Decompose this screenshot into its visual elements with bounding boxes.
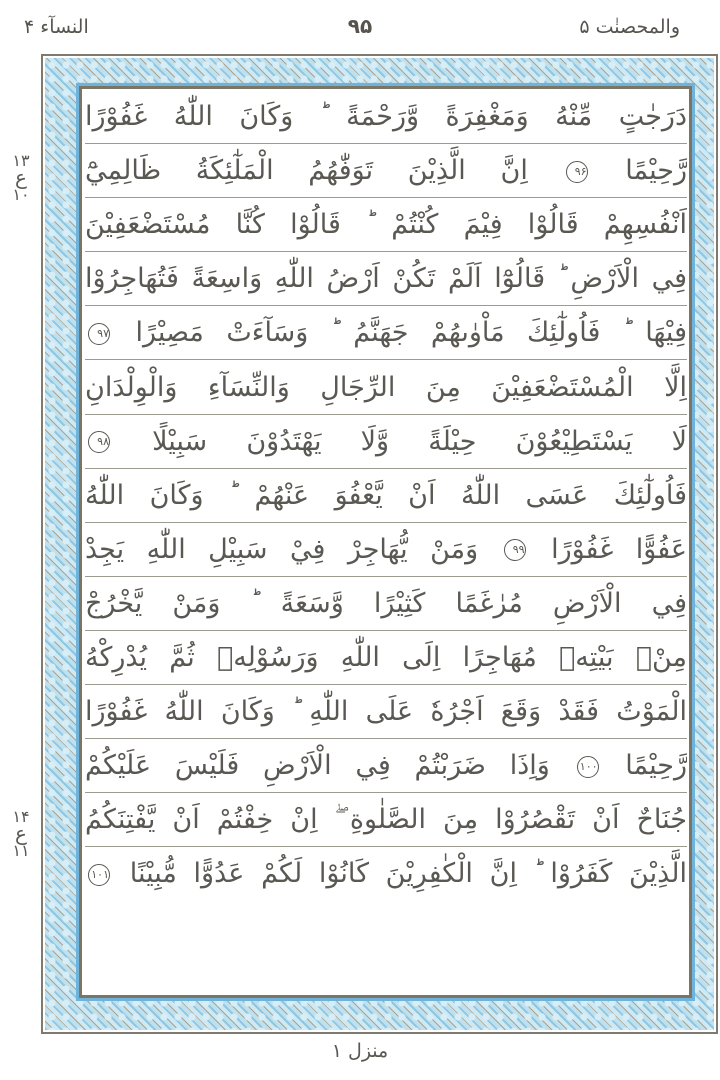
- verse-line: [85, 847, 687, 900]
- ruku-marker-top: [8, 152, 34, 203]
- verse-line: [85, 90, 687, 144]
- verse-line: [85, 685, 687, 739]
- ayah-number-icon: ۱۰۱: [88, 864, 110, 886]
- ruku-top-number: ۱۳: [12, 151, 30, 170]
- verse-line: [85, 252, 687, 306]
- verse-line: [85, 793, 687, 847]
- verse-segment: جُنَاحٌ اَنْ تَقْصُرُوْا مِنَ الصَّلٰوةِ ۖ اِنْ خِفْتُمْ اَنْ يَّفْتِنَكُمُ: [85, 803, 687, 835]
- verse-line: [85, 577, 687, 631]
- verse-line: [85, 415, 687, 469]
- page-number: ۹۵: [347, 14, 373, 38]
- ruku-marker-bottom: [8, 808, 34, 859]
- verse-segment: اِلَّا الْمُسْتَضْعَفِيْنَ مِنَ الرِّجَالِ وَالنِّسَآءِ وَالْوِلْدَانِ: [85, 371, 687, 403]
- verse-segment: الَّذِيْنَ كَفَرُوْا ؕ اِنَّ الْكٰفِرِيْنَ كَانُوْا لَكُمْ عَدُوًّا مُّبِيْنًا: [129, 858, 687, 890]
- verse-segment: اِنَّ الَّذِيْنَ تَوَفّٰهُمُ الْمَلٰٓئِكَةُ ظَالِمِيْٓ: [85, 155, 563, 187]
- verse-segment: فِي الْاَرْضِ مُرٰغَمًا كَثِيْرًا وَّسَعَةً ؕ وَمَنْ يَّخْرُجْ: [85, 587, 687, 619]
- ayah-number-icon: ۹۷: [88, 323, 110, 345]
- verse-text: [85, 372, 687, 403]
- verse-line: [85, 360, 687, 414]
- ayah-number-icon: ۹۸: [88, 431, 110, 453]
- verse-segment: الْمَوْتُ فَقَدْ وَقَعَ اَجْرُهٗ عَلَى اللّٰهِ ؕ وَكَانَ اللّٰهُ غَفُوْرًا: [85, 696, 687, 728]
- verse-segment: وَمَنْ يُّهَاجِرْ فِيْ سَبِيْلِ اللّٰهِ يَجِدْ: [85, 533, 501, 565]
- verse-line: [85, 523, 687, 577]
- verse-text: [85, 317, 687, 348]
- juz-label: والمحصنٰت ۵: [579, 16, 680, 38]
- verse-segment: فَاُولٰٓئِكَ عَسَى اللّٰهُ اَنْ يَّعْفُوَ عَنْهُمْ ؕ وَكَانَ اللّٰهُ: [85, 479, 687, 511]
- ruku-symbol-icon: ع: [15, 165, 27, 189]
- verse-segment: لَا يَسْتَطِيْعُوْنَ حِيْلَةً وَّلَا يَهْتَدُوْنَ سَبِيْلًا: [152, 425, 687, 457]
- verse-text: [85, 750, 687, 781]
- ruku-bottom-number: ۱۱: [12, 841, 30, 860]
- verse-text: [85, 480, 687, 511]
- verse-line: [85, 469, 687, 523]
- verse-text: [85, 804, 687, 836]
- ruku-top-number: ۱۴: [12, 807, 30, 826]
- manzil-footer: منزل ۱: [331, 1040, 389, 1062]
- verse-segment: اَنْفُسِهِمْ قَالُوْا فِيْمَ كُنْتُمْ ؕ قَالُوْا كُنَّا مُسْتَضْعَفِيْنَ: [85, 209, 687, 241]
- verse-segment: عَفُوًّا غَفُوْرًا: [551, 533, 687, 565]
- verse-line: [85, 198, 687, 252]
- verse-text: [85, 101, 687, 132]
- ayah-number-icon: ۹۶: [566, 161, 588, 183]
- verse-line: [85, 631, 687, 685]
- verse-segment: دَرَجٰتٍ مِّنْهُ وَمَغْفِرَةً وَّرَحْمَةً ؕ وَكَانَ اللّٰهُ غَفُوْرًا: [85, 101, 687, 133]
- verse-text: [85, 642, 687, 673]
- verse-text: [85, 426, 687, 457]
- verse-segment: رَّحِيْمًا: [625, 155, 687, 187]
- verse-segment: وَاِذَا ضَرَبْتُمْ فِي الْاَرْضِ فَلَيْسَ عَلَيْكُمْ: [85, 750, 574, 782]
- verse-segment: فِي الْاَرْضِ ؕ قَالُوْٓا اَلَمْ تَكُنْ اَرْضُ اللّٰهِ وَاسِعَةً فَتُهَاجِرُوْا: [85, 263, 687, 295]
- ayah-number-icon: ۹۹: [504, 539, 526, 561]
- verse-text: [85, 858, 687, 889]
- verse-text: [85, 263, 687, 294]
- ayah-number-icon: ۱۰۰: [577, 756, 599, 778]
- verse-text: [85, 588, 687, 619]
- verse-segment: رَّحِيْمًا: [625, 750, 687, 782]
- verse-lines: [85, 90, 687, 994]
- verse-text: [85, 155, 687, 186]
- verse-segment: مِنْۢ بَيْتِهٖ مُهَاجِرًا اِلَى اللّٰهِ وَرَسُوْلِهٖ ثُمَّ يُدْرِكْهُ: [85, 641, 687, 673]
- ruku-bottom-number: ۱۰: [12, 185, 30, 204]
- verse-line: [85, 144, 687, 198]
- verse-text: [85, 534, 687, 565]
- verse-line: [85, 306, 687, 360]
- verse-text: [85, 209, 687, 240]
- verse-text: [85, 696, 687, 727]
- surah-label: النسآء ۴: [24, 16, 89, 38]
- verse-line: [85, 739, 687, 793]
- ruku-symbol-icon: ع: [15, 821, 27, 845]
- page-header: [0, 10, 720, 46]
- verse-segment: فِيْهَا ؕ فَاُولٰٓئِكَ مَاْوٰىهُمْ جَهَنَّمُ ؕ وَسَآءَتْ مَصِيْرًا: [135, 317, 687, 349]
